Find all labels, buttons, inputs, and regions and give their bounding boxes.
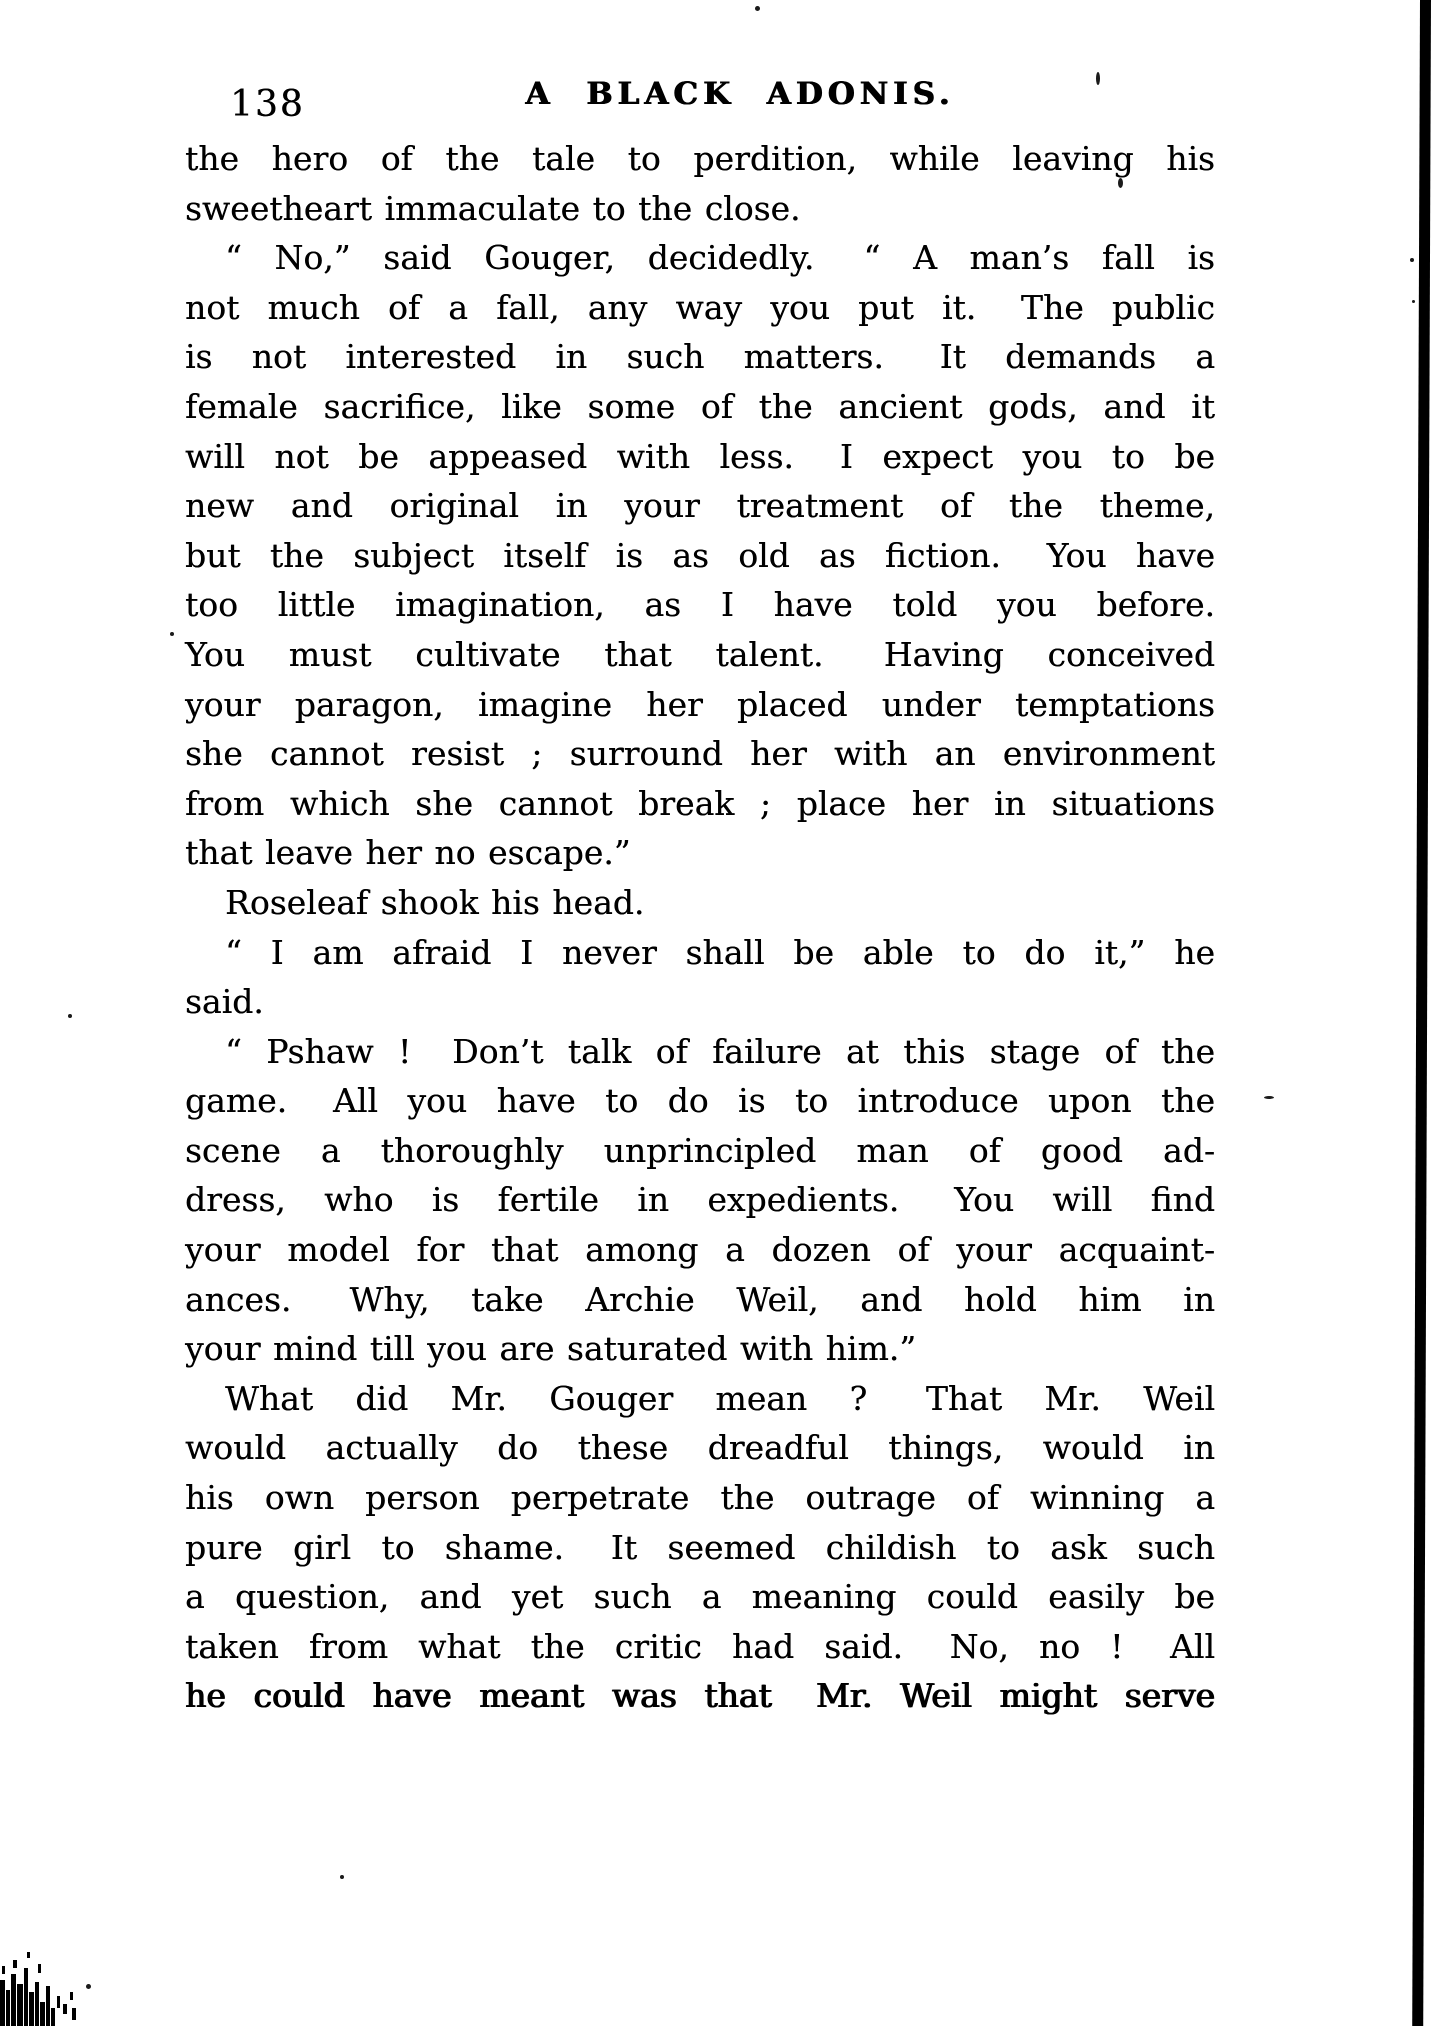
text-line: is not interested in such matters. It demands a	[185, 337, 1215, 377]
text-line: What did Mr. Gouger mean ? That Mr. Weil	[225, 1378, 1215, 1418]
text-line: he could have meant was that Mr. Weil might serve	[185, 1676, 1215, 1716]
text-line: taken from what the critic had said. No, no ! All	[185, 1626, 1215, 1666]
text-line: Roseleaf shook his head.	[225, 882, 645, 922]
scan-gutter-stripe	[1412, 0, 1431, 2026]
scan-speck	[1410, 258, 1414, 262]
text-line: that leave her no escape.”	[185, 833, 631, 873]
text-line: a question, and yet such a meaning could easily be	[185, 1577, 1215, 1617]
text-line: said.	[185, 982, 264, 1022]
text-line: You must cultivate that talent. Having conceived	[185, 634, 1215, 674]
text-line: your mind till you are saturated with him.”	[185, 1329, 917, 1369]
text-line: game. All you have to do is to introduce upon the	[185, 1081, 1215, 1121]
ink-smudge	[0, 1946, 110, 2026]
scan-speck	[68, 1014, 72, 1018]
text-line: will not be appeased with less. I expect you to be	[185, 436, 1215, 476]
text-line: would actually do these dreadful things, would in	[185, 1428, 1215, 1468]
scan-speck	[1264, 1096, 1274, 1099]
text-line: not much of a fall, any way you put it. The public	[185, 287, 1215, 327]
text-line: too little imagination, as I have told you before.	[185, 585, 1215, 625]
running-header-title: A BLACK ADONIS.	[525, 76, 955, 112]
text-line: female sacrifice, like some of the ancient gods, and it	[185, 386, 1215, 426]
scan-speck	[1118, 178, 1123, 188]
text-line: “ I am afraid I never shall be able to do it,” he	[225, 932, 1215, 972]
scan-speck	[86, 1984, 91, 1989]
text-line: your model for that among a dozen of your acquaint-	[185, 1230, 1215, 1270]
text-line: “ No,” said Gouger, decidedly. “ A man’s fall is	[225, 238, 1215, 278]
scan-speck	[1096, 72, 1100, 85]
text-line: new and original in your treatment of the theme,	[185, 486, 1215, 526]
scan-speck	[755, 6, 760, 11]
scan-speck	[340, 1875, 344, 1879]
text-line: the hero of the tale to perdition, while leaving his	[185, 139, 1215, 178]
text-line: dress, who is fertile in expedients. You will find	[185, 1180, 1215, 1220]
text-line: ances. Why, take Archie Weil, and hold him in	[185, 1279, 1215, 1319]
page-number: 138	[230, 84, 305, 125]
scan-speck	[170, 632, 174, 636]
scan-speck	[1412, 300, 1415, 303]
text-line: scene a thoroughly unprincipled man of good ad-	[185, 1130, 1215, 1170]
text-line: she cannot resist ; surround her with an environment	[185, 734, 1215, 774]
text-line: his own person perpetrate the outrage of winning a	[185, 1478, 1215, 1518]
text-line: your paragon, imagine her placed under temptations	[185, 684, 1215, 724]
text-line: sweetheart immaculate to the close.	[185, 188, 801, 228]
text-line: pure girl to shame. It seemed childish to ask such	[185, 1527, 1215, 1567]
text-line: from which she cannot break ; place her in situations	[185, 783, 1215, 823]
text-line: “ Pshaw ! Don’t talk of failure at this stage of the	[225, 1031, 1215, 1071]
text-line: but the subject itself is as old as fiction. You have	[185, 535, 1215, 575]
body-text-block	[185, 134, 1215, 1721]
